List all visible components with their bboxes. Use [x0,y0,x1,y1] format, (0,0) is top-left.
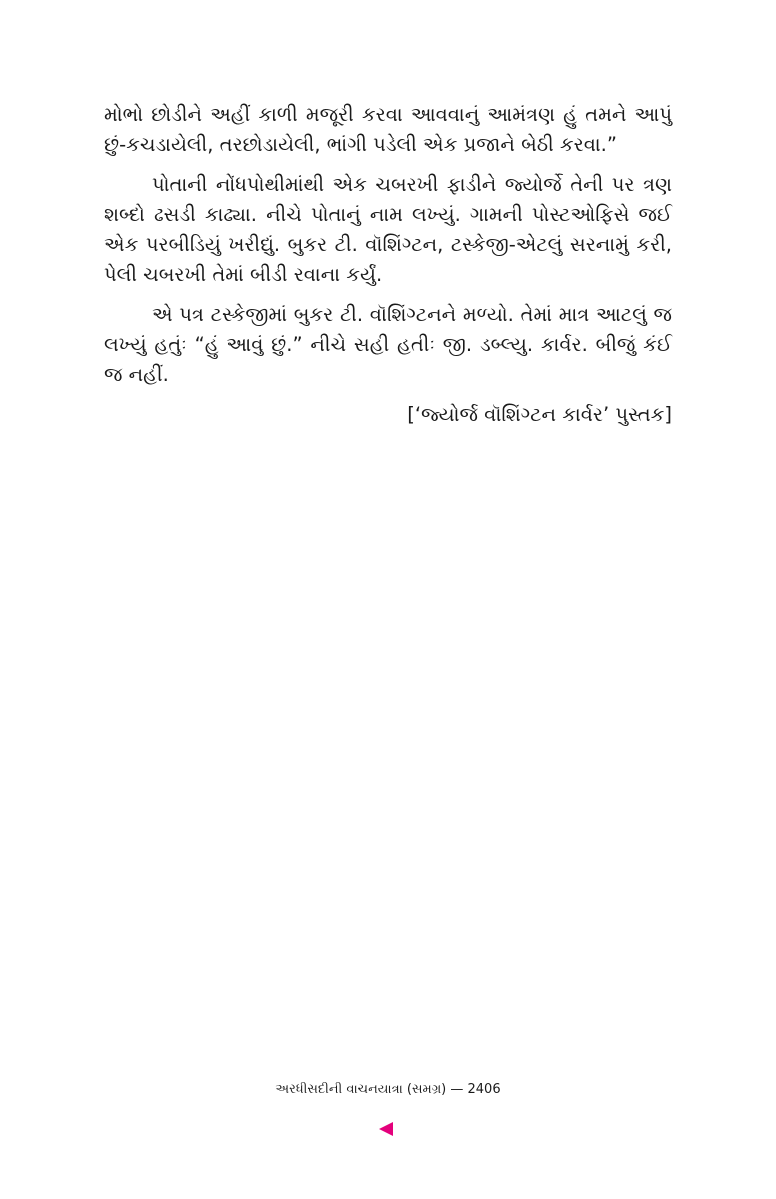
source-attribution: [‘જ્યોર્જ વૉશિંગ્ટન કાર્વર’ પુસ્તક] [407,403,672,426]
previous-page-arrow-icon[interactable] [379,1122,393,1136]
paragraph-1: મોભો છોડીને અહીં કાળી મજૂરી કરવા આવવાનું આમંત્રણ હું તમને આપું છું-કચડાયેલી, તરછોડાયેલી, ભાંગી પડેલી એક પ્રજાને બેઠી કરવા.” [104,103,672,156]
page-footer: અરધીસદીની વાચનયાત્રા (સમગ્ર) — 2406 [275,1082,501,1097]
page-body [104,100,672,430]
paragraph-2: પોતાની નોંધપોથીમાંથી એક ચબરખી ફાડીને જ્યોર્જે તેની પર ત્રણ શબ્દો ઢસડી કાઢ્યા. નીચે પોતાનું નામ લખ્યું. ગામની પોસ્ટઓફિસે જઈ એક પરબીડિયું ખરીદ્યું. બુકર ટી. વૉશિંગ્ટન, ટસ્કેજી-એટલું સરનામું કરી, પેલી ચબરખી તેમાં બીડી રવાના કર્યું. [104,173,672,286]
paragraph-3: એ પત્ર ટસ્કેજીમાં બુકર ટી. વૉશિંગ્ટનને મળ્યો. તેમાં માત્ર આટલું જ લખ્યું હતુંઃ “હું આવું છું.” નીચે સહી હતીઃ જી. ડબ્લ્યુ. કાર્વર. બીજું કંઈ જ નહીં. [104,303,672,386]
